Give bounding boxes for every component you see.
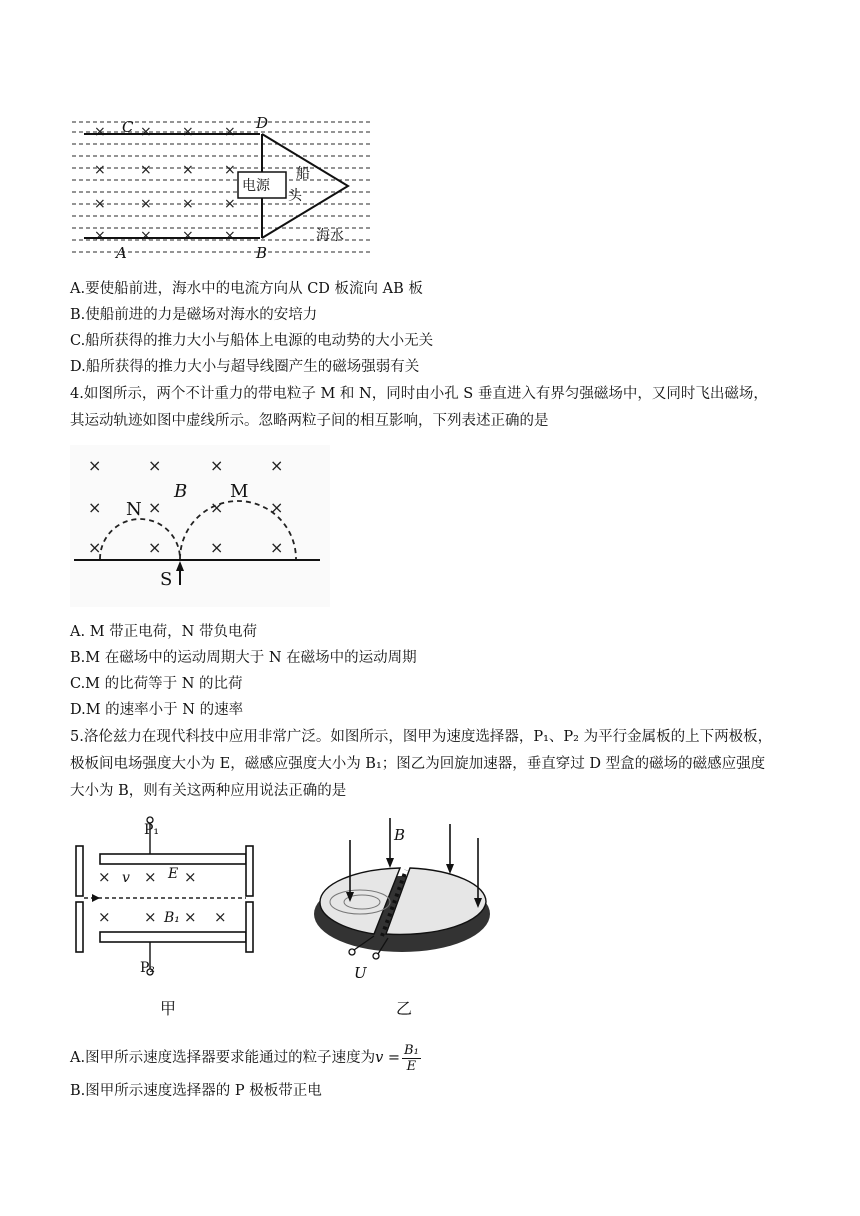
q3-option-b: B.使船前进的力是磁场对海水的安培力 (70, 307, 318, 323)
svg-text:×: × (88, 498, 102, 517)
q5-option-a-lhs: v = (375, 1050, 401, 1066)
svg-text:×: × (210, 498, 224, 517)
svg-text:×: × (270, 456, 284, 475)
q4-option-c: C.M 的比荷等于 N 的比荷 (70, 676, 243, 692)
label-p1: P₁ (144, 822, 160, 838)
q5-stem-line-2: 极板间电场强度大小为 E，磁感应强度大小为 B₁；图乙为回旋加速器，垂直穿过 D 型盒的磁场的磁感应强度 (70, 756, 766, 772)
label-field-b-cyclotron: B (394, 826, 406, 844)
label-s: S (160, 569, 173, 590)
svg-text:×: × (144, 868, 157, 886)
svg-text:×: × (182, 196, 194, 212)
q4-option-b: B.M 在磁场中的运动周期大于 N 在磁场中的运动周期 (70, 650, 417, 666)
svg-text:×: × (144, 908, 157, 926)
label-n: N (126, 499, 142, 520)
velocity-fraction (402, 1043, 421, 1074)
q3-option-d: D.船所获得的推力大小与超导线圈产生的磁场强弱有关 (70, 359, 420, 375)
label-b: B (256, 244, 268, 262)
fraction-numerator: B₁ (404, 1042, 419, 1058)
svg-text:×: × (182, 228, 194, 244)
svg-text:×: × (94, 196, 106, 212)
q4-stem-line-2: 其运动轨迹如图中虚线所示。忽略两粒子间的相互影响，下列表述正确的是 (70, 413, 549, 429)
bow-label-2: 头 (288, 188, 302, 204)
label-p2: P₂ (140, 960, 156, 976)
svg-text:×: × (224, 196, 236, 212)
svg-text:×: × (98, 908, 111, 926)
svg-text:×: × (214, 908, 227, 926)
label-jia: 甲 (160, 999, 177, 1018)
bow-label-1: 船 (296, 166, 310, 182)
label-c: C (122, 118, 134, 136)
svg-text:×: × (210, 456, 224, 475)
svg-text:×: × (148, 538, 162, 557)
particle-figure (70, 445, 330, 607)
svg-text:×: × (94, 228, 106, 244)
label-b1: B₁ (164, 910, 180, 926)
velocity-selector-figure (70, 810, 280, 1030)
q4-stem-line-1: 4.如图所示，两个不计重力的带电粒子 M 和 N，同时由小孔 S 垂直进入有界匀强磁场中，又同时飞出磁场， (70, 386, 768, 402)
sea-label: 海水 (316, 228, 344, 244)
svg-text:×: × (98, 868, 111, 886)
svg-text:×: × (224, 162, 236, 178)
svg-text:×: × (94, 162, 106, 178)
label-m: M (230, 481, 249, 502)
ship-figure (70, 108, 390, 263)
svg-text:×: × (270, 498, 284, 517)
label-field-b: B (174, 481, 188, 502)
q4-option-d: D.M 的速率小于 N 的速率 (70, 702, 244, 718)
q5-stem-line-1: 5.洛伦兹力在现代科技中应用非常广泛。如图所示，图甲为速度选择器，P₁、P₂ 为平行金属板的上下两极板， (70, 729, 773, 745)
label-v: v (122, 870, 130, 886)
q5-option-a (70, 1040, 421, 1076)
svg-text:×: × (140, 196, 152, 212)
svg-text:×: × (140, 162, 152, 178)
svg-text:×: × (94, 124, 106, 140)
fraction-denominator: E (406, 1058, 417, 1074)
power-label: 电源 (242, 178, 270, 194)
q3-option-c: C.船所获得的推力大小与船体上电源的电动势的大小无关 (70, 333, 434, 349)
svg-text:×: × (270, 538, 284, 557)
svg-text:×: × (210, 538, 224, 557)
q5-stem-line-3: 大小为 B，则有关这两种应用说法正确的是 (70, 783, 347, 799)
label-e: E (168, 866, 179, 882)
svg-text:×: × (224, 124, 236, 140)
svg-text:×: × (224, 228, 236, 244)
label-d: D (256, 114, 269, 132)
label-a: A (116, 244, 127, 262)
cyclotron-figure (290, 810, 500, 1030)
svg-text:×: × (88, 538, 102, 557)
q5-option-a-text: A.图甲所示速度选择器要求能通过的粒子速度为 (70, 1050, 376, 1066)
q4-option-a: A. M 带正电荷，N 带负电荷 (70, 624, 257, 640)
svg-text:×: × (148, 456, 162, 475)
label-u: U (354, 964, 367, 982)
svg-text:×: × (148, 498, 162, 517)
q5-option-b: B.图甲所示速度选择器的 P 极板带正电 (70, 1083, 322, 1099)
svg-text:×: × (140, 124, 152, 140)
q3-option-a: A.要使船前进，海水中的电流方向从 CD 板流向 AB 板 (70, 281, 423, 297)
svg-text:×: × (140, 228, 152, 244)
svg-text:×: × (182, 162, 194, 178)
label-yi: 乙 (396, 999, 413, 1018)
svg-text:×: × (184, 908, 197, 926)
svg-text:×: × (88, 456, 102, 475)
svg-text:×: × (184, 868, 197, 886)
svg-text:×: × (182, 124, 194, 140)
